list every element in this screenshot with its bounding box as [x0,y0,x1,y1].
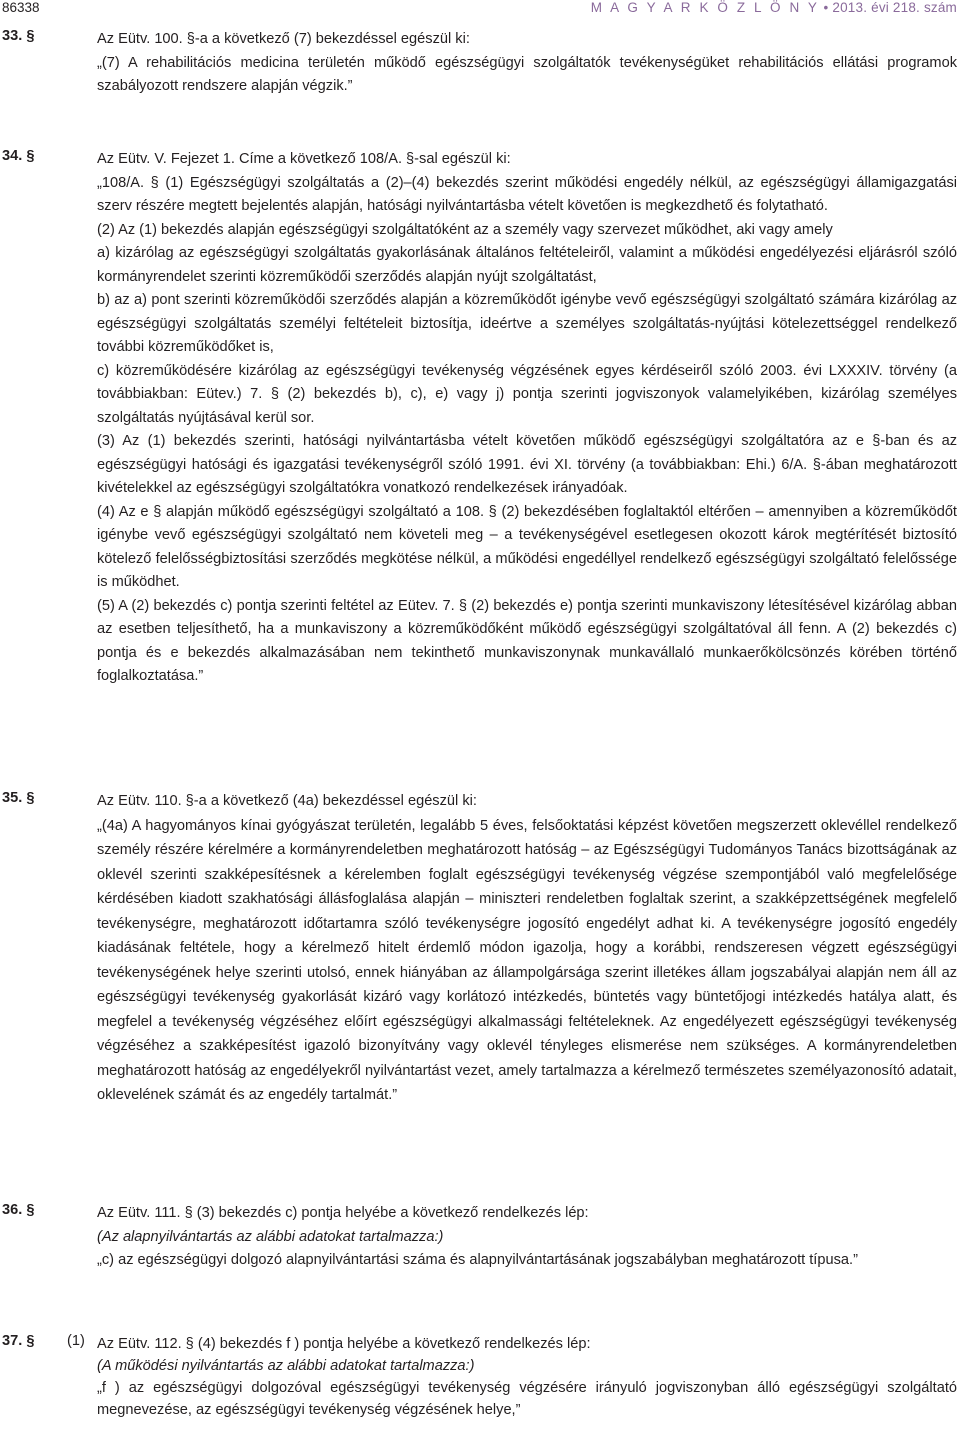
section-number: 37. § [2,1333,35,1349]
paragraph-4: (4) Az e § alapján működő egészségügyi szolgáltató a 108. § (2) bekezdésében foglaltaktól eltérően – amennyiben a közreműködőt igénybe vevő egészségügyi szolgáltató nem követeli meg – a tevékenységével esetlegesen okozott károk megtérítését biztosító kötelező felelősségbiztosítási szerződés megkötése nélkül, a működési engedéllyel rendelkező egészségügyi szolgáltató felelőssége is működhet. [97,503,957,590]
paragraph-1: „108/A. § (1) Egészségügyi szolgáltatás a (2)–(4) bekezdés szerint működési engedély nélkül, az egészségügyi államigazgatási szerv részére megtett bejelentés alapján, hatósági nyilvántartásba vételt követően is megkezdhető és folytatható. [97,174,957,214]
section-body [97,1202,957,1273]
paragraph-2: (2) Az (1) bekezdés alapján egészségügyi szolgáltatóként az a személy vagy szervezet működhet, aki vagy amely [97,221,833,238]
header-bullet: • [823,0,829,15]
section-intro: Az Eütv. 100. §-a a következő (7) bekezdéssel egészül ki: [97,31,470,47]
italic-context: (Az alapnyilvántartás az alábbi adatokat tartalmazza:) [97,1228,444,1245]
page-number: 86338 [2,0,40,15]
paragraph-2c: c) közreműködésére kizárólag az egészségügyi tevékenység végzésének egyes kérdéseiről szóló 2003. évi LXXXIV. törvény (a továbbiakban: Eütev.) 7. § (2) bekezdés b), c), e) vagy j) pontja szerinti jogviszonyok valamelyikében, kizárólag személyes szolgáltatás nyújtásával kerül sor. [97,362,957,426]
section-number: 34. § [2,148,35,164]
section-intro: Az Eütv. 111. § (3) bekezdés c) pontja helyébe a következő rendelkezés lép: [97,1205,589,1221]
section-intro: Az Eütv. V. Fejezet 1. Címe a következő 108/A. §-sal egészül ki: [97,151,511,167]
section-body [97,1333,957,1421]
paragraph-5: (5) A (2) bekezdés c) pontja szerinti feltétel az Eütev. 7. § (2) bekezdés e) pontja szerinti munkaviszony létesítésével kizárólag abban az esetben teljesíthető, ha a munkaviszony a közreműködőként működő egészségügyi szolgáltatóval áll fenn. A (2) bekezdés c) pontja és e bekezdés alkalmazásában nem tekinthető munkaviszonynak munkavállaló munkaerőkölcsönzés körében történő foglalkoztatása.” [97,597,957,684]
section-body [97,148,957,689]
section-number: 36. § [2,1202,35,1218]
journal-title [591,0,957,15]
paragraph-2b: b) az a) pont szerinti közreműködői szerződés alapján a közreműködőt igénybe vevő egészségügyi szolgáltató számára kizárólag az egészségügyi szolgáltatás személyi feltételeit biztosítja, ideértve a személyes szolgáltatás-nyújtási kötelezettséggel rendelkező további közreműködőket is, [97,292,957,355]
subsection-number: (1) [67,1333,85,1349]
section-number: 35. § [2,790,35,806]
quoted-paragraph: „c) az egészségügyi dolgozó alapnyilvántartási száma és alapnyilvántartásának jogszabályban meghatározott típusa.” [97,1252,858,1268]
quoted-paragraph: „(4a) A hagyományos kínai gyógyászat területén, legalább 5 éves, felsőoktatási képzést követően megszerzett oklevéllel rendelkező személy részére kérelmére a kormányrendeletben meghatározott hatóság – az Egészségügyi Tudományos Tanács bizottságának az oklevél szerinti szakképesítésnek a kérelemben foglalt egészségügyi tevékenység végzése szempontjából való megfelelősége kérdésében kiadott szakhatósági állásfoglalása alapján – miniszteri rendeletben foglaltak szerint, a szakképzettségének megfelelő tevékenységre, meghatározott időtartamra szóló tevékenységre jogosító engedélyt adhat ki. A tevékenységre jogosító engedély kiadásának feltétele, hogy a kérelmező hitelt érdemlő módon igazolja, hogy a korábbi, rendszeresen végzett egészségügyi tevékenységének helye szerinti utolsó, ennek hiányában az állampolgársága szerint illetékes állam jogszabályai alapján nem áll az egészségügyi tevékenység gyakorlását kizáró vagy korlátozó intézkedés, büntetés vagy büntetőjogi intézkedés hatálya alatt, és megfelel a tevékenység végzéséhez előírt egészségügyi alkalmassági feltételeknek. Az engedélyezett egészségügyi tevékenység végzéséhez a szakképesítést igazoló bizonyítvány vagy oklevél tényleges elismerése nem szükséges. A kormányrendeletben meghatározott hatóság az engedélyekről nyilvántartást vezet, amely tartalmazza a kérelmező természetes személyazonosító adatait, oklevelének számát és az engedély tartalmát.” [97,817,957,1103]
section-body [97,28,957,99]
section-body [97,790,957,1108]
journal-name: M A G Y A R K Ö Z L Ö N Y [590,0,820,15]
italic-context: (A működési nyilvántartás az alábbi adatokat tartalmazza:) [97,1358,475,1374]
quoted-paragraph: „f ) az egészségügyi dolgozóval egészségügyi tevékenység végzésére irányuló jogviszonyban álló egészségügyi szolgáltató megnevezése, az egészségügyi tevékenység végzésének helye,” [97,1380,957,1418]
paragraph-2a: a) kizárólag az egészségügyi szolgáltatás gyakorlásának általános feltételeiről, valamint a működési engedélyezési eljárásról szóló kormányrendelet szerinti közreműködői szerződés alapján nyújt szolgáltatást, [97,245,957,285]
paragraph-3: (3) Az (1) bekezdés szerinti, hatósági nyilvántartásba vételt követően működő egészségügyi szolgáltatóra az e §-ban és az egészségügyi hatósági és igazgatási tevékenységről szóló 1991. évi XI. törvény (a továbbiakban: Ehi.) 6/A. §-ában meghatározott kivételekkel az egészségügyi szolgáltatókra vonatkozó rendelkezések irányadóak. [97,433,957,496]
section-intro: Az Eütv. 112. § (4) bekezdés f ) pontja helyébe a következő rendelkezés lép: [97,1336,591,1352]
quoted-paragraph: „(7) A rehabilitációs medicina területén működő egészségügyi szolgáltatók tevékenységüket rehabilitációs ellátási programok szabályozott rendszere alapján végzik.” [97,54,957,94]
section-number: 33. § [2,28,35,44]
section-intro: Az Eütv. 110. §-a a következő (4a) bekezdéssel egészül ki: [97,793,477,809]
page-header [0,0,960,22]
issue-number: 2013. évi 218. szám [832,0,957,15]
